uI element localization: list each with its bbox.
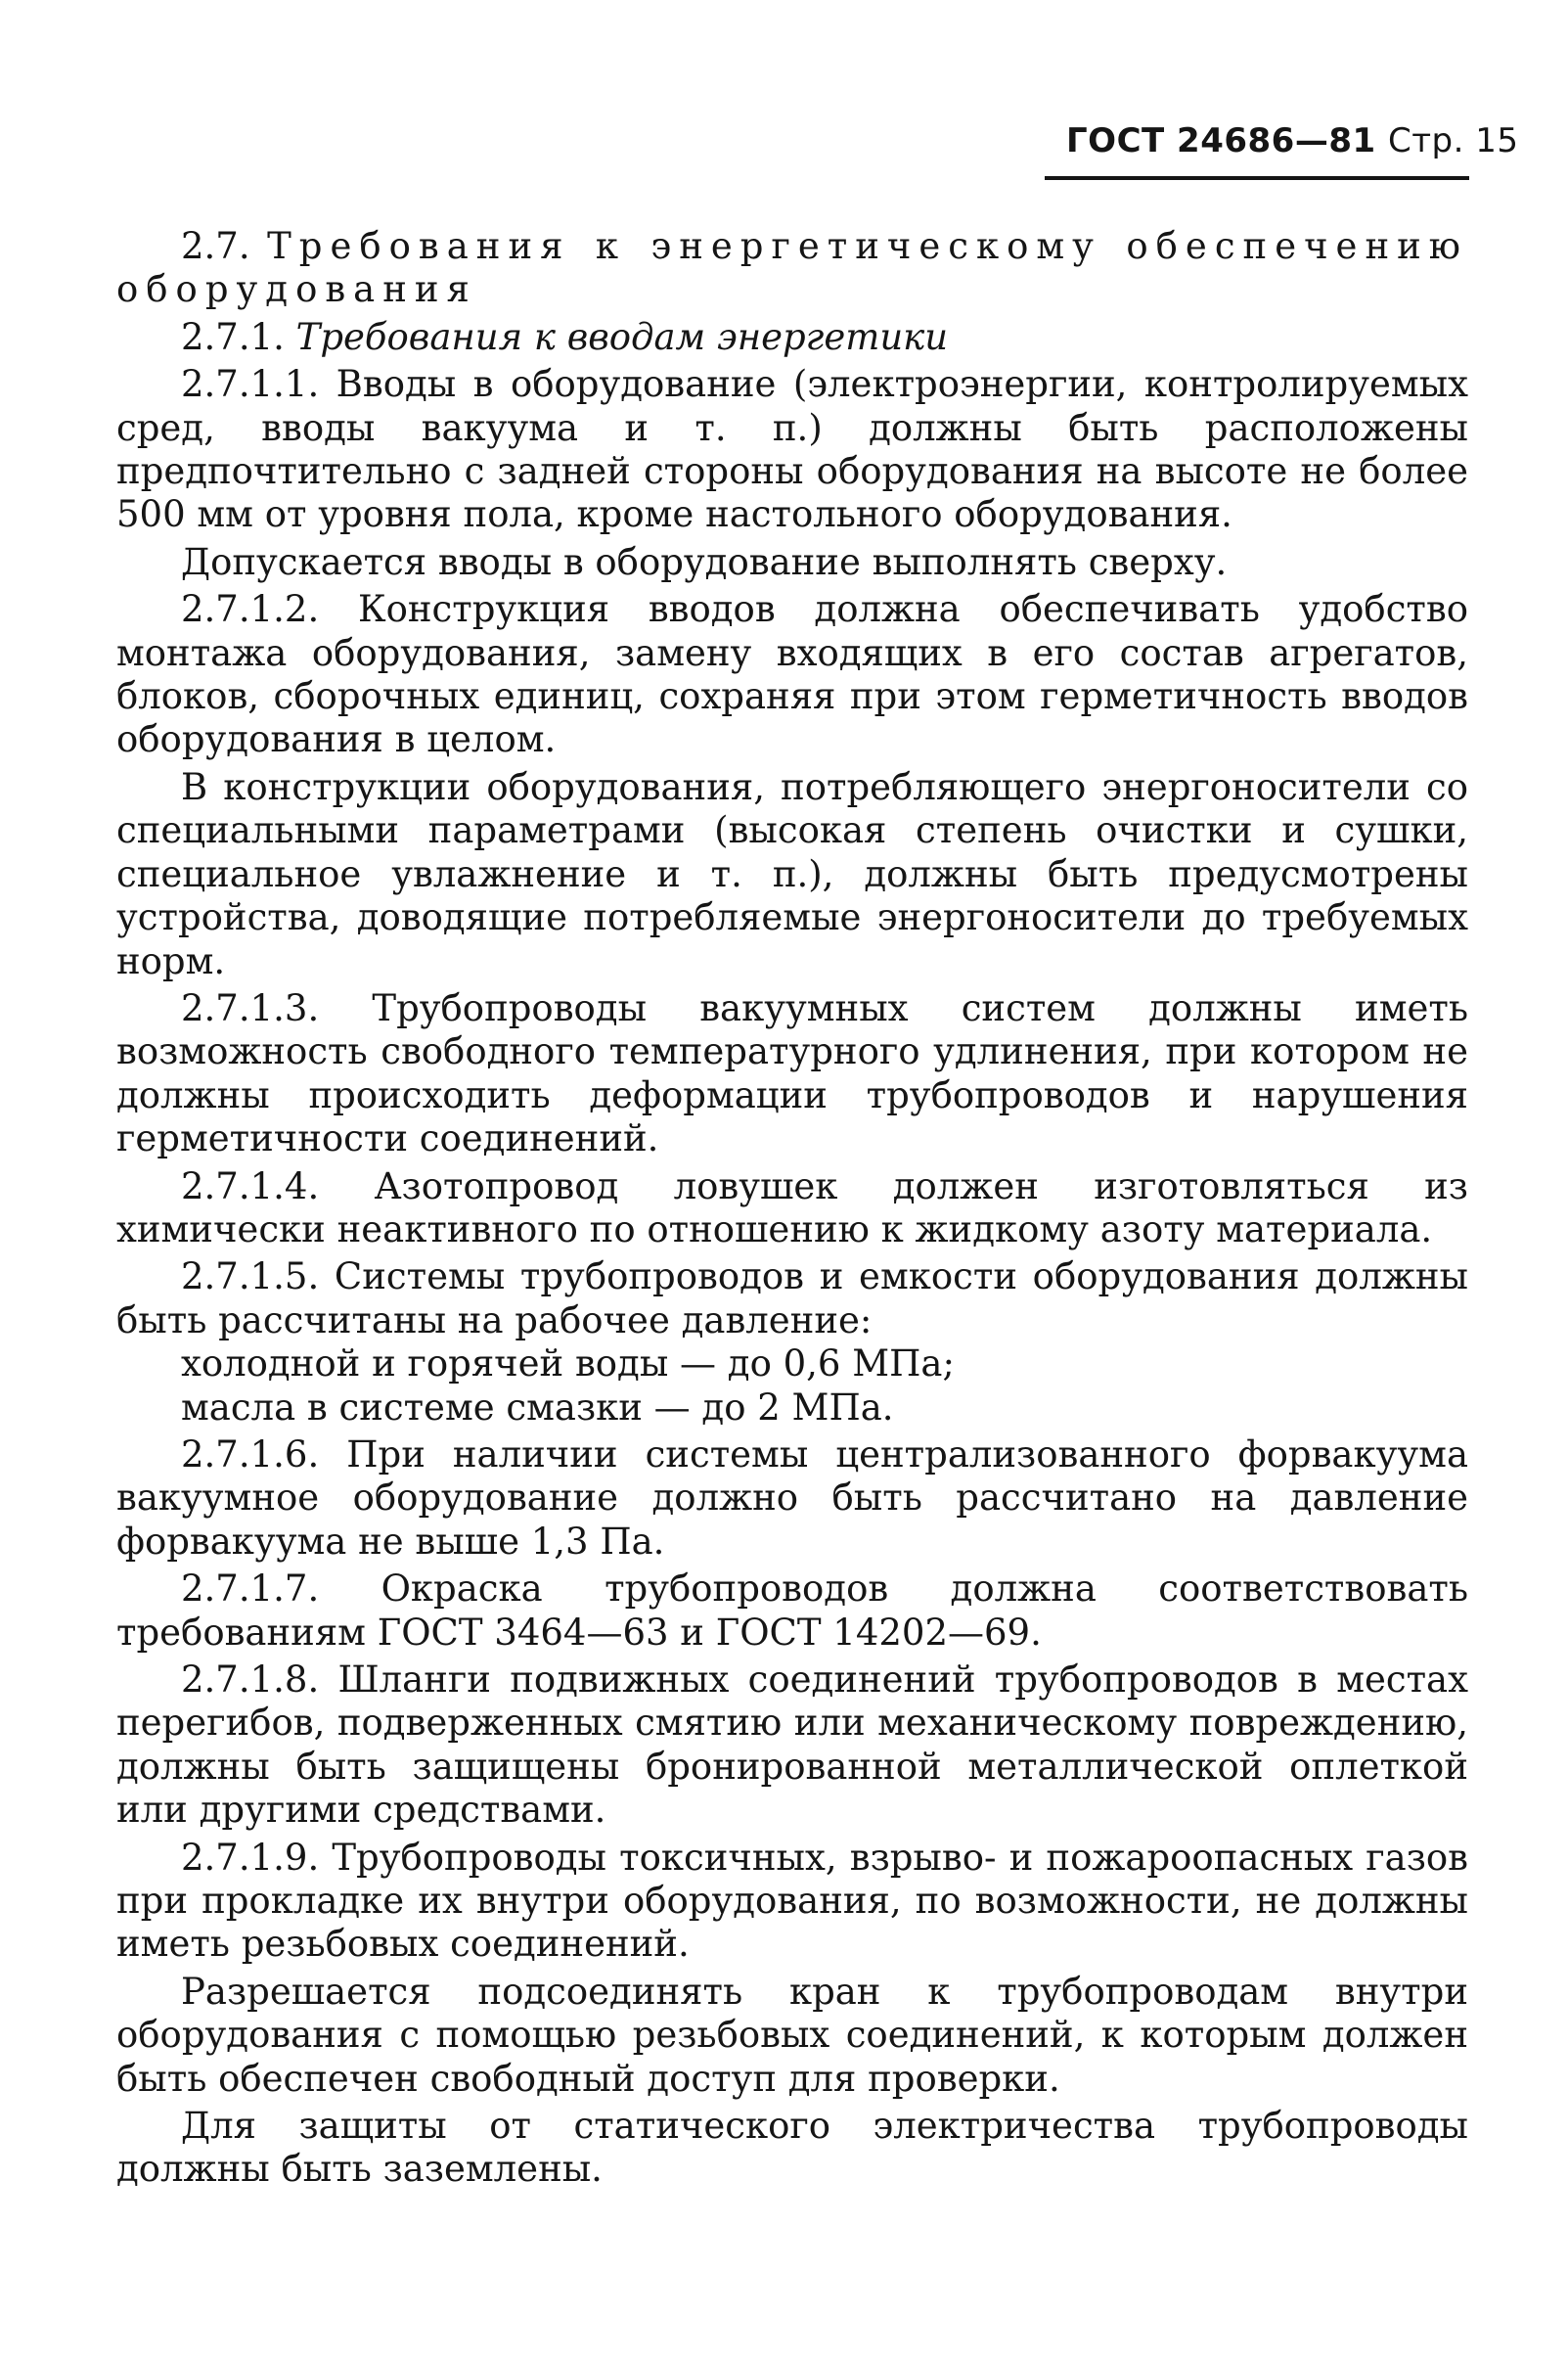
- paragraph-2-7-1-8: 2.7.1.8. Шланги подвижных соединений трубопроводов в местах перегибов, подверженных смятию или механическому повреждению, должны быть защищены бронированной металлической оплеткой или другими средствами.: [116, 1658, 1468, 1832]
- section-number: 2.7.: [181, 225, 250, 267]
- subsection-heading: [116, 316, 1468, 359]
- paragraph-threaded-valve: Разрешается подсоединять кран к трубопроводам внутри оборудования с помощью резьбовых соединений, к которым должен быть обеспечен свободный доступ для проверки.: [116, 1970, 1468, 2100]
- page-number: Стр. 15: [1388, 121, 1519, 160]
- paragraph-special-energy-carriers: В конструкции оборудования, потребляющего энергоносители со специальными параметрами (высокая степень очистки и сушки, специальное увлажнение и т. п.), должны быть предусмотрены устройства, доводящие потребляемые энергоносители до требуемых норм.: [116, 765, 1468, 982]
- pressure-item-oil: масла в системе смазки — до 2 МПа.: [181, 1385, 894, 1429]
- page-header: [1066, 121, 1519, 160]
- paragraph-2-7-1-3: 2.7.1.3. Трубопроводы вакуумных систем должны иметь возможность свободного температурного удлинения, при котором не должны происходить деформации трубопроводов и нарушения герметичности соединений.: [116, 986, 1468, 1160]
- paragraph-2-7-1-1: 2.7.1.1. Вводы в оборудование (электроэнергии, контролируемых сред, вводы вакуума и т. п.) должны быть расположены предпочтительно с задней стороны оборудования на высоте не более 500 мм от уровня пола, кроме настольного оборудования.: [116, 363, 1468, 536]
- pressure-item-water: холодной и горячей воды — до 0,6 МПа;: [181, 1342, 955, 1385]
- paragraph-2-7-1-5: 2.7.1.5. Системы трубопроводов и емкости оборудования должны быть рассчитаны на рабочее давление:: [116, 1255, 1468, 1341]
- section-title: Требования к энергетическому обеспечению оборудования: [116, 225, 1468, 311]
- paragraph-2-7-1-9: 2.7.1.9. Трубопроводы токсичных, взрыво- и пожароопасных газов при прокладке их внутри оборудования, по возможности, не должны иметь резьбовых соединений.: [116, 1836, 1468, 1966]
- paragraph-grounding: Для защиты от статического электричества трубопроводы должны быть заземлены.: [116, 2105, 1468, 2191]
- paragraph-inputs-from-top: Допускается вводы в оборудование выполнять сверху.: [181, 540, 1228, 583]
- subsection-number: 2.7.1.: [181, 315, 285, 358]
- subsection-title: Требования к вводам энергетики: [295, 315, 949, 358]
- paragraph-2-7-1-7: 2.7.1.7. Окраска трубопроводов должна соответствовать требованиям ГОСТ 3464—63 и ГОСТ 14202—69.: [116, 1567, 1468, 1654]
- document-body: [116, 225, 1468, 2196]
- section-heading: [116, 225, 1468, 312]
- document-id: ГОСТ 24686—81: [1066, 121, 1376, 160]
- paragraph-2-7-1-2: 2.7.1.2. Конструкция вводов должна обеспечивать удобство монтажа оборудования, замену входящих в его состав агрегатов, блоков, сборочных единиц, сохраняя при этом герметичность вводов оборудования в целом.: [116, 588, 1468, 761]
- header-rule: [1045, 176, 1469, 180]
- paragraph-2-7-1-4: 2.7.1.4. Азотопровод ловушек должен изготовляться из химически неактивного по отношению к жидкому азоту материала.: [116, 1164, 1468, 1250]
- paragraph-2-7-1-6: 2.7.1.6. При наличии системы централизованного форвакуума вакуумное оборудование должно быть рассчитано на давление форвакуума не выше 1,3 Па.: [116, 1432, 1468, 1563]
